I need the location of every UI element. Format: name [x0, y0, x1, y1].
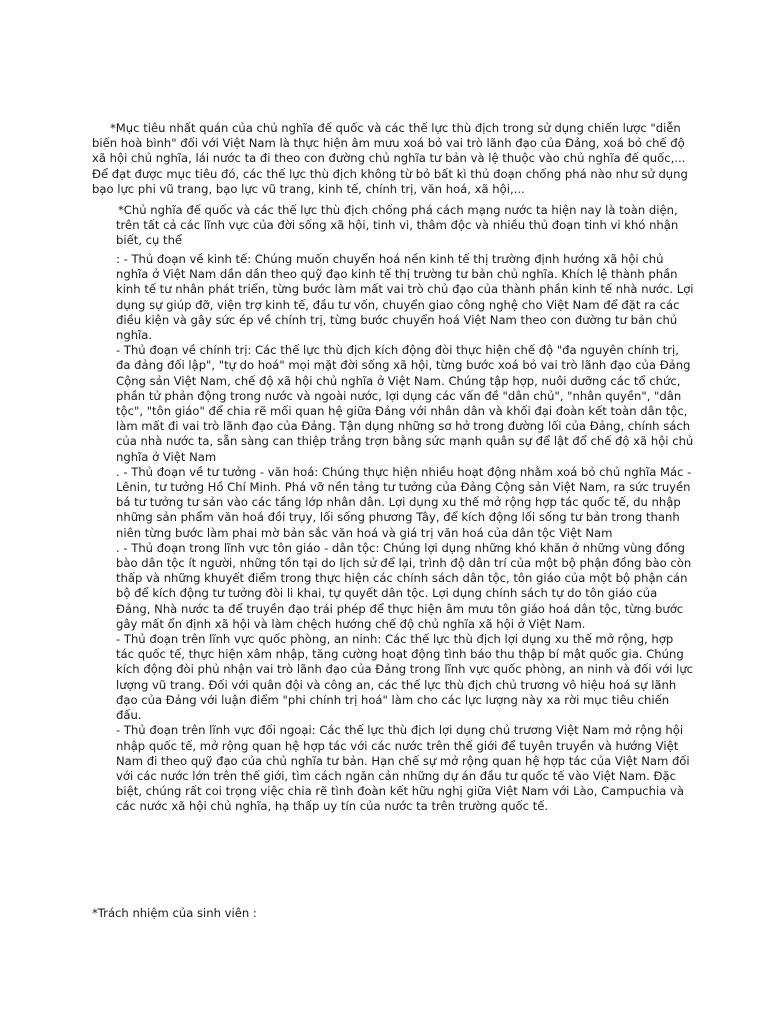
defense-security-tactics-paragraph: - Thủ đoạn trên lĩnh vực quốc phòng, an ninh: Các thế lực thù địch lợi dụng xu thế mở rộng, hợp tác quốc tế, thực hiện xâm nhập, tăng cường hoạt động tình báo thu thập bí mật quốc gia. Chúng kích động đòi phủ nhận vai trò lãnh đạo của Đảng trong lĩnh vực quốc phòng, an ninh và đối với lực lượng vũ trang. Đối với quân đội và công an, các thế lực thù địch chủ trương vô hiệu hoá sự lãnh đạo của Đảng với luận điểm "phi chính trị hoá" làm cho các lực lượng này xa rời mục tiêu chiến đấu.	[116, 632, 694, 723]
tactics-list	[116, 252, 694, 815]
intro-paragraph: *Mục tiêu nhất quán của chủ nghĩa đế quốc và các thế lực thù địch trong sử dụng chiến lược "diễn biến hoà bình" đối với Việt Nam là thực hiện âm mưu xoá bỏ vai trò lãnh đạo của Đảng, xoá bỏ chế độ xã hội chủ nghĩa, lái nước ta đi theo con đường chủ nghĩa tư bản và lệ thuộc vào chủ nghĩa đế quốc,... Để đạt được mục tiêu đó, các thế lực thù địch không từ bỏ bất kì thủ đoạn chống phá nào như sử dụng bạo lực phi vũ trang, bạo lực vũ trang, kinh tế, chính trị, văn hoá, xã hội,...	[92, 121, 688, 196]
ideology-culture-tactics-paragraph: . - Thủ đoạn về tư tưởng - văn hoá: Chúng thực hiện nhiều hoạt động nhằm xoá bỏ chủ nghĩa Mác - Lênin, tư tưởng Hồ Chí Minh. Phá vỡ nền tảng tư tưởng của Đảng Cộng sản Việt Nam, ra sức truyền bá tư tưởng tư sản vào các tầng lớp nhân dân. Lợi dụng xu thế mở rộng hợp tác quốc tế, du nhập những sản phẩm văn hoá đồi trụy, lối sống phương Tây, để kích động lối sống tư bản trong thanh niên từng bước làm phai mờ bản sắc văn hoá và giá trị văn hoá của dân tộc Việt Nam	[116, 464, 692, 540]
political-tactics-paragraph: - Thủ đoạn về chính trị: Các thế lực thù địch kích động đòi thực hiện chế độ "đa nguyên chính trị, đa đảng đối lập", "tự do hoá" mọi mặt đời sống xã hội, từng bước xoá bỏ vai trò lãnh đạo của Đảng Cộng sản Việt Nam, chế độ xã hội chủ nghĩa ở Việt Nam. Chúng tập hợp, nuôi dưỡng các tổ chức, phần tử phản động trong nước và ngoài nước, lợi dụng các vấn đề "dân chủ", "nhân quyền", "dân tộc", "tôn giáo" để chia rẽ mối quan hệ giữa Đảng với nhân dân và khối đại đoàn kết toàn dân tộc, làm mất đi vai trò lãnh đạo của Đảng. Tận dụng những sơ hở trong đường lối của Đảng, chính sách của nhà nước ta, sẵn sàng can thiệp trắng trợn bằng sức mạnh quân sự để lật đổ chế độ xã hội chủ nghĩa ở Việt Nam	[116, 343, 694, 464]
summary-paragraph: *Chủ nghĩa đế quốc và các thế lực thù địch chống phá cách mạng nước ta hiện nay là toàn diện, trên tất cả các lĩnh vực của đời sống xã hội, tinh vi, thâm độc và nhiều thủ đoạn tinh vi khó nhận biết, cụ thể	[116, 203, 679, 248]
economic-tactics-paragraph: : - Thủ đoạn về kinh tế: Chúng muốn chuyển hoá nền kinh tế thị trường định hướng xã hội chủ nghĩa ở Việt Nam dần dần theo quỹ đạo kinh tế thị trường tư bản chủ nghĩa. Khích lệ thành phần kinh tế tư nhân phát triển, từng bước làm mất vai trò chủ đạo của thành phần kinh tế nhà nước. Lợi dụng sự giúp đỡ, viện trợ kinh tế, đầu tư vốn, chuyển giao công nghệ cho Việt Nam để đặt ra các điều kiện và gây sức ép về chính trị, từng bước chuyển hoá Việt Nam theo con đường tư bản chủ nghĩa.	[116, 252, 694, 343]
responsibility-heading: *Trách nhiệm của sinh viên :	[92, 906, 257, 920]
religion-ethnic-tactics-paragraph: . - Thủ đoạn trong lĩnh vực tôn giáo - dân tộc: Chúng lợi dụng những khó khăn ở những vùng đồng bào dân tộc ít người, những tồn tại do lịch sử để lại, trình độ dân trí của một bộ phận đồng bào còn thấp và những khuyết điểm trong thực hiện các chính sách dân tộc, tôn giáo của một bộ phận cán bộ để kích động tư tưởng đòi li khai, tự quyết dân tộc. Lợi dụng chính sách tự do tôn giáo của Đảng, Nhà nước ta để truyền đạo trái phép để thực hiện âm mưu tôn giáo hoá dân tộc, từng bước gây mất ổn định xã hội và làm chệch hướng chế độ chủ nghĩa xã hội ở Việt Nam.	[116, 540, 692, 631]
foreign-affairs-tactics-paragraph: - Thủ đoạn trên lĩnh vực đối ngoại: Các thế lực thù địch lợi dụng chủ trương Việt Nam mở rộng hội nhập quốc tế, mở rộng quan hệ hợp tác với các nước trên thế giới để tuyên truyền và hướng Việt Nam đi theo quỹ đạo của chủ nghĩa tư bản. Hạn chế sự mở rộng quan hệ hợp tác của Việt Nam đối với các nước lớn trên thế giới, tìm cách ngăn cản những dự án đầu tư quốc tế vào Việt Nam. Đặc biệt, chúng rất coi trọng việc chia rẽ tình đoàn kết hữu nghị giữa Việt Nam với Lào, Campuchia và các nước xã hội chủ nghĩa, hạ thấp uy tín của nước ta trên trường quốc tế.	[116, 723, 690, 814]
